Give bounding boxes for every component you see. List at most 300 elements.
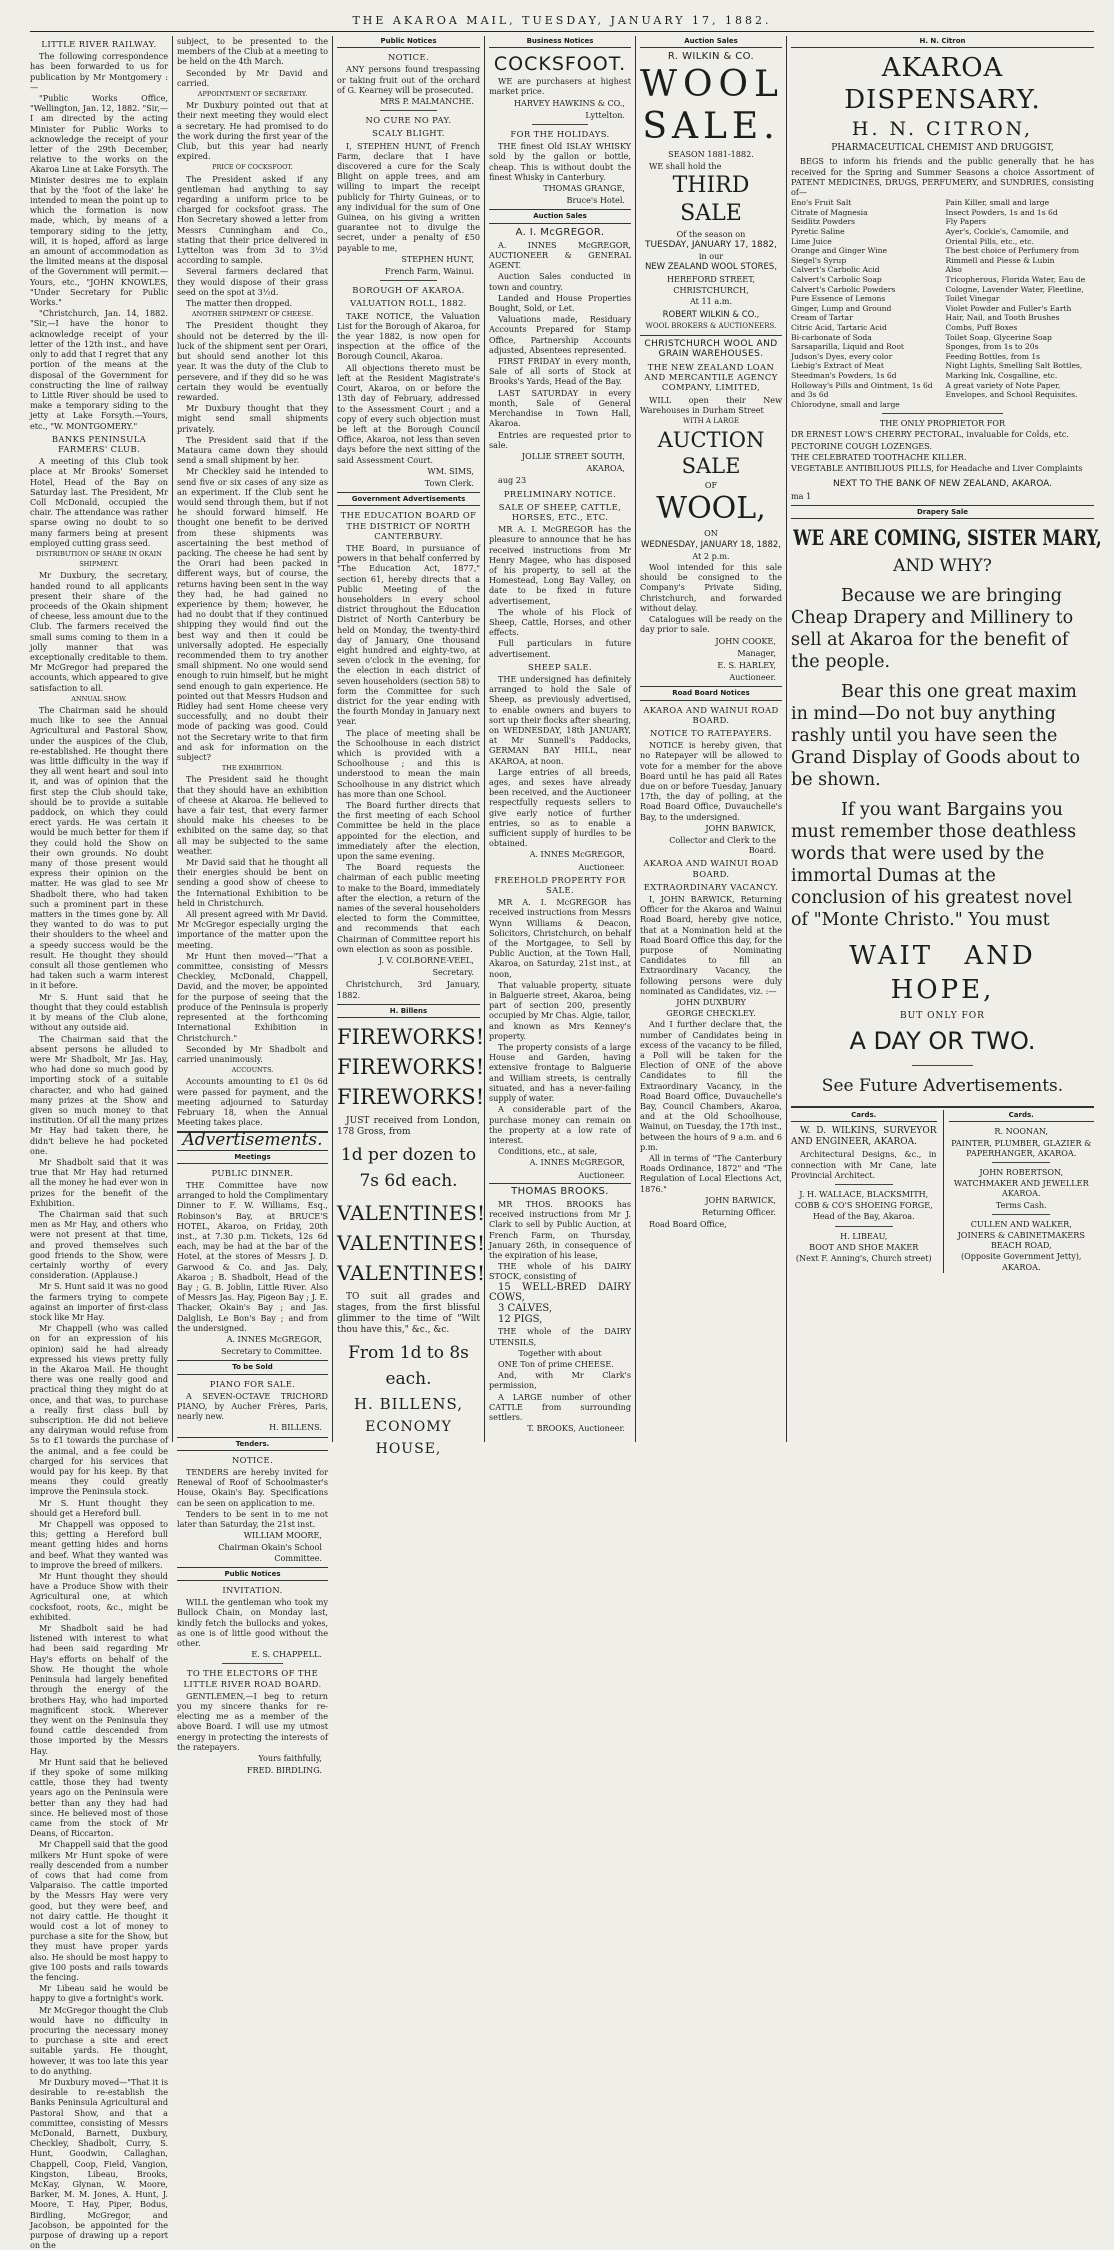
ad-title: AKAROA AND WAINUI ROAD BOARD.	[643, 704, 779, 725]
section-label: H. Billens	[337, 1004, 480, 1018]
cocksfoot-headline: COCKSFOOT.	[493, 53, 627, 76]
ad-signature: HARVEY HAWKINS & CO.,	[514, 97, 625, 108]
section-label: To be Sold	[177, 1360, 328, 1374]
ad-text: NEW ZEALAND WOOL STORES,	[644, 262, 778, 273]
wool-headline: WOOL	[640, 64, 784, 106]
ad-title: NOTICE.	[231, 1454, 274, 1465]
product-item: Orange and Ginger Wine	[791, 246, 888, 256]
ad-signature: Auctioneer.	[729, 672, 776, 683]
product-item: Seidlitz Powders	[791, 217, 856, 227]
ad-text: A LARGE number of other CATTLE from surrounding settlers.	[489, 1391, 631, 1422]
product-item: Ginger, Lump and Ground	[791, 303, 892, 313]
ad-text: A SEVEN-OCTAVE TRICHORD PIANO, by Aucher Frères, Paris, nearly new.	[177, 1390, 328, 1422]
paragraph: A meeting of this Club took place at Mr Brooks' Somerset Hotel, Head of the Bay on Saturday last. The President, Mr Coll McDonald, occupied the chair. The attendance was rather sparse owing no doubt to so many farmers being at present employed cutting grass seed.	[30, 456, 168, 548]
card-text: (Opposite Government Jetty), AKAROA.	[960, 1251, 1082, 1272]
card-text: JOHN ROBERTSON,	[979, 1166, 1064, 1177]
column-header: Cards.	[791, 1110, 937, 1122]
product-item: Sarsaparilla, Liquid and Root	[791, 342, 904, 352]
card-text: BOOT AND SHOE MAKER	[809, 1241, 919, 1252]
paragraph: Seconded by Mr Shadbolt and carried unanimously.	[177, 1043, 328, 1064]
product-item: Cream of Tartar	[791, 313, 853, 323]
paragraph: The Chairman said that such men as Mr Hay, and others who were not present at that time, and proved themselves such good friends to the Show, were certainly worthy of every consideration. (Applause.)	[30, 1208, 168, 1281]
product-item: Ayer's, Cockle's, Camomile, and Oriental Pills, etc., etc.	[945, 227, 1069, 246]
ad-title: EXTRAORDINARY VACANCY.	[643, 881, 779, 892]
ad-title: THOMAS BROOKS.	[489, 1183, 631, 1197]
section-label: Tenders.	[177, 1437, 328, 1451]
ad-signature: ROBERT WILKIN & CO.,	[662, 310, 760, 321]
separator	[835, 1226, 893, 1227]
column-rule	[332, 36, 333, 1442]
ad-signature: JOHN BARWICK,	[705, 822, 776, 833]
ad-text: BUT ONLY FOR	[900, 1010, 985, 1021]
paragraph: subject, to be presented to the members of the Club at a meeting to be held on the 4th March.	[177, 36, 328, 67]
product-item: Calvert's Carbolic Powders	[791, 284, 896, 294]
column-3	[337, 36, 485, 1458]
paragraph: Mr S. Hunt said it was no good the farmers trying to compete against an importer of first-class stock like Mr Hay.	[30, 1281, 168, 1322]
ad-text: NOTICE is hereby given, that no Ratepayer will be allowed to vote for a member for the above Board until he has paid all Rates due on or before Tuesday, January 17th, the day of polling, at the Road Board Office, Duvauchelle's Bay, to the undersigned.	[640, 740, 782, 822]
ad-text: BEGS to inform his friends and the public generally that he has received for the Spring and Summer Seasons a choice Assortment of PATENT MEDICINES, DRUGS, PERFUMERY, and SUNDRIES, consisting of—	[791, 156, 1094, 198]
ad-title: SCALY BLIGHT.	[372, 128, 445, 139]
subheading: DISTRIBUTION OF SHARE IN OKAIN SHIPMENT.	[36, 549, 162, 569]
ad-text: Landed and House Properties Bought, Sold, or Let.	[489, 292, 631, 314]
ad-text: And, with Mr Clark's permission,	[489, 1370, 631, 1391]
product-item: Siegel's Syrup	[791, 255, 847, 265]
ad-title: THE EDUCATION BOARD OF THE DISTRICT OF NORTH CANTERBURY.	[340, 510, 477, 541]
ad-text: WE shall hold the	[649, 160, 722, 171]
paragraph: The matter then dropped.	[186, 298, 293, 309]
card-text: WATCHMAKER AND JEWELLER AKAROA.	[953, 1178, 1089, 1199]
paragraph: Mr Duxbury pointed out that at their next meeting they would elect a secretary. He had promised to do the work during the first year of the Club, but this year had nearly expired.	[177, 100, 328, 162]
ad-text: TAKE NOTICE, the Valuation List for the Borough of Akaroa, for the year 1882, is now open for inspection at the office of the Borough Council, Akaroa.	[337, 310, 480, 362]
ad-title: INVITATION.	[222, 1585, 283, 1596]
paragraph: Mr Checkley said he intended to send five or six cases of any size as an experiment. If the Club sent he would send through them, but if not he should forward himself. He thought one benefit to be derived from these shipments was ascertaining the best method of packing. The cheese he had sent by the Orari had been packed in different ways, but of course, the returns having been sent in the way they had, he had gained no experience by them; however, he had no doubt that if they continued shipping they would find out the best way and then it could be universally adopted. He especially recommended them to try another small shipment. No one would send enough to ruin himself, but he might send enough to gain experience. He pointed out that Messrs Hudson and Ridley had sent Home cheese very successfully, and no doubt their mode of packing was good. Could not the Secretary write to that firm and ask for information on the subject?	[177, 466, 328, 763]
ad-text: Conditions, etc., at sale,	[498, 1146, 598, 1157]
ad-text: The place of meeting shall be the Schoolhouse in each district which is provided with a Schoolhouse ; and this is understood to mean the main Schoolhouse in any district which has more than one School.	[337, 727, 480, 799]
ad-signature: JOLLIE STREET SOUTH,	[521, 450, 625, 461]
ad-signature: French Farm, Wainui.	[384, 266, 474, 277]
separator	[532, 124, 589, 125]
paragraph: Mr Chappell said that the good milkers Mr Hunt spoke of were really descended from a number of cows that had come from Valparaiso. The cattle imported by the Messrs Hay were very good, but they were beef, and not dairy cattle. He thought it would cost a lot of money to purchase a site for the Show, but they must have proper yards also. He should be most happy to give 100 posts and rails towards the fencing.	[30, 1839, 168, 1982]
separator	[380, 110, 437, 111]
paragraph: Mr Duxbury moved—"That it is desirable to re-establish the Banks Peninsula Agricultural and Pastoral Show, and that a committee, consisting of Messrs McDonald, Barnett, Duxbury, Checkley, Shadbolt, Curry, S. Hunt, Goodwin, Callaghan, Chappell, Coop, Field, Vangion, Kingston, Libeau, Brooks, McKay, Glynan, W. Moore, Barker, M. M. Jones, A. Hunt, J. Moore, T. Hay, Piper, Bodus, Birdling, McGregor, and Jacobson, be appointed for the purpose of drawing up a report on the	[30, 2077, 168, 2250]
fireworks-headline: FIREWORKS!	[337, 1085, 485, 1110]
ad-signature: A. INNES McGREGOR,	[529, 849, 625, 860]
ad-text: GEORGE CHECKLEY.	[666, 1008, 756, 1019]
ad-title: NO CURE NO PAY.	[365, 115, 452, 126]
ad-signature: E. S. HARLEY,	[717, 659, 776, 670]
paragraph: Mr Hunt then moved—"That a committee, consisting of Messrs Checkley, McDonald, Chappell, David, and the mover, be appointed for the purpose of seeing that the produce of the Peninsula is properly represented at the forthcoming International Exhibition in Christchurch."	[177, 950, 328, 1043]
wait-and-hope-headline: WAIT AND HOPE,	[849, 940, 1036, 1005]
sale-headline: SALE.	[642, 106, 780, 148]
ad-text: CHRISTCHURCH,	[673, 284, 749, 295]
subheading: ACCOUNTS.	[231, 1066, 274, 1075]
subheading: ANNUAL SHOW.	[71, 694, 127, 703]
column-2	[177, 36, 328, 1776]
paragraph: Mr Chappell (who was called on for an expression of his opinion) said he had already expressed his views pretty fully in the Akaroa Mail. He thought there was one really good and practical thing they might do at once, and that was, to purchase a really first class bull by subscription. He did not believe any dairyman would refuse from 5s to £1 towards the purchase of the animal, and a fee could be charged for his services that would pay for his keep. By that means they could greatly improve the Peninsula stock.	[30, 1323, 168, 1497]
ad-footer: See Future Advertisements.	[821, 1076, 1064, 1097]
proprietor-name: H. N. CITRON,	[851, 118, 1034, 141]
section-label: Public Notices	[177, 1567, 328, 1581]
ad-text: MR THOS. BROOKS has received instructions from Mr J. Clark to sell by Public Auction, at French Farm, on Thursday, January 26th, in consequence of the expiration of his lease,	[489, 1198, 631, 1260]
ad-text: JOHN DUXBURY	[676, 997, 746, 1007]
paragraph: Mr Duxbury thought that they might send small shipments privately.	[177, 403, 328, 434]
advertisements-heading: Advertisements.	[177, 1131, 328, 1145]
card-text: H. LIBEAU,	[840, 1230, 888, 1241]
column-6	[791, 36, 1102, 1442]
product-item: Pure Essence of Lemons	[791, 294, 886, 304]
ad-title: CHRISTCHURCH WOOL AND GRAIN WAREHOUSES.	[640, 335, 782, 359]
ad-text: WITH A LARGE	[683, 417, 739, 426]
card-text: PAINTER, PLUMBER, GLAZIER & PAPERHANGER, AKAROA.	[951, 1137, 1092, 1158]
paragraph: Mr David said that he thought all their energies should be bent on sending a good show of cheese to the International Exhibition to be held in Christchurch.	[177, 857, 328, 908]
cards-right	[943, 1110, 1095, 1273]
section-label: Auction Sales	[489, 209, 631, 223]
ad-title: R. WILKIN & CO.	[667, 51, 755, 63]
product-item: Also	[945, 265, 962, 275]
paragraph: The Chairman said that the absent persons he alluded to were Mr Shadbolt, Mr Jas. Hay, who had done so much good by importing stock of a suitable character, and who had gained many prizes at the Show and given so much money to that institution. Of all the many prizes Mr Hay had taken there, he didn't believe he had pocketed one.	[30, 1033, 168, 1156]
card-text: Architectural Designs, &c., in connection with Mr Cane, late Provincial Architect.	[791, 1149, 937, 1180]
ad-signature: JOHN BARWICK,	[705, 1194, 776, 1205]
ad-text: Together with about	[518, 1347, 602, 1358]
ad-text: 3 CALVES,	[498, 1302, 553, 1314]
product-item: Feeding Bottles, from 1s	[945, 351, 1041, 361]
ad-text: JUST received from London, 178 Gross, from	[337, 1116, 480, 1138]
ad-text: PECTORINE COUGH LOZENGES.	[791, 440, 933, 451]
product-item: Hair, Nail, and Tooth Brushes	[945, 313, 1060, 323]
ad-text: WILL open their New Warehouses in Durham Street	[640, 394, 782, 415]
valentines-headline: VALENTINES!	[337, 1231, 485, 1256]
ad-text: The Board requests the chairman of each public meeting to make to the Board, immediately after the election, a return of the names of the several householders elected to form the Committee, and recommends that each Chairman of Committee report his own election as soon as possible.	[337, 862, 480, 954]
ad-title: SALE OF SHEEP, CATTLE, HORSES, ETC., ETC.	[498, 501, 622, 522]
ad-signature: Auctioneer.	[578, 1169, 625, 1180]
product-list-left	[791, 198, 940, 409]
column-header: Auction Sales	[640, 36, 782, 48]
drapery-subheadline: AND WHY?	[893, 555, 992, 576]
product-item: Judson's Dyes, every color	[791, 351, 893, 361]
ad-signature: JOHN COOKE,	[715, 635, 776, 646]
ad-body: Because we are bringing Cheap Drapery and Millinery to sell at Akaroa for the benefit of the people.	[791, 585, 1074, 672]
paragraph: Mr Shadbolt said that it was true that Mr Hay had returned all the money he had ever won in prizes for the benefit of the Exhibition.	[30, 1156, 168, 1208]
ad-text: At 2 p.m.	[692, 550, 730, 561]
ad-text: ANY persons found trespassing or taking fruit out of the orchard of G. Kearney will be prosecuted.	[337, 64, 480, 95]
product-item: Fly Papers	[945, 217, 987, 227]
subheading: THE EXHIBITION.	[221, 764, 284, 773]
ad-text: I, STEPHEN HUNT, of French Farm, declare that I have discovered a cure for the Scaly Blight on apple trees, and am willing to impart the receipt publicly for Thirty Guineas, or to any individual for the sum of One Guinea, on his giving a written guarantee not to divulge the secret, under a penalty of £50 payable to me,	[337, 140, 480, 253]
third-sale-headline: THIRD SALE	[672, 172, 750, 226]
ad-text: ma 1	[791, 490, 812, 501]
ad-text: And I further declare that, the number of Candidates being in excess of the vacancy to be filled, a Poll will be taken for the Election of ONE of the above Candidates to fill the Extraordinary Vacancy, in the Road Board Office, Duvauchelle's Bay, Council Chambers, Akaroa, and at the Old Schoolhouse, Wainui, on Tuesday, the 17th inst., between the hours of 9 a.m. and 6 p.m.	[640, 1019, 782, 1152]
price-line: each.	[385, 1369, 432, 1390]
card-text: COBB & CO'S SHOEING FORGE,	[794, 1200, 933, 1211]
ad-signature: Collector and Clerk to the Board.	[669, 834, 776, 856]
ad-text: THE Committee have now arranged to hold the Complimentary Dinner to F. W. Williams, Esq., Robinson's Bay, at BRUCE'S HOTEL, Akaroa, on Friday, 20th inst., at 7.30 p.m. Tickets, 12s 6d each, may be had at the bar of the Hotel, at the stores of Messrs J. D. Garwood & Co. and Jas. Daly, Akaroa ; B. Shadbolt, Head of the Bay ; G. B. Joblin, Little River. Also of Messrs Jas. Hay, Pigeon Bay ; J. E. Thacker, Okain's Bay ; and Jas. Dalglish, Le Bon's Bay ; and from the undersigned.	[177, 1179, 328, 1333]
separator	[992, 1214, 1050, 1215]
ad-signature: FRED. BIRDLING.	[246, 1765, 322, 1776]
ad-body: If you want Bargains you must remember those deathless words that were used by the immortal Dumas at the conclusion of his greatest novel of "Monte Christo." You must	[791, 799, 1077, 930]
column-1	[30, 36, 168, 2250]
ad-text: MR A. I. McGREGOR has received instructions from Messrs Wynn Williams & Deacon, Solicitors, Christchurch, on behalf of the Mortgagee, to Sell by Public Auction, at the Town Hall, Akaroa, on Saturday, 21st inst., at noon,	[489, 897, 631, 979]
day-or-two-headline: A DAY OR TWO.	[849, 1027, 1036, 1056]
paragraph: Accounts amounting to £1 0s 6d were passed for payment, and the meeting adjourned to Saturday February 18, when the Annual Meeting takes place.	[177, 1076, 328, 1128]
product-list	[791, 198, 1094, 409]
ad-signature: A. INNES McGREGOR,	[529, 1157, 625, 1168]
ad-text: Catalogues will be ready on the day prior to sale.	[640, 614, 782, 635]
ad-text: MR A. I. McGREGOR has the pleasure to announce that he has received instructions from Mr Henry Magee, who has disposed of his property, to sell at the Homestead, Long Bay Valley, on date to be fixed in future advertisement,	[489, 524, 631, 606]
ad-signature: A. INNES McGREGOR,	[226, 1333, 322, 1344]
valentines-headline: VALENTINES!	[337, 1261, 485, 1286]
ad-signature: Returning Officer.	[702, 1207, 776, 1218]
product-item: Combs, Puff Boxes	[945, 322, 1018, 332]
separator	[380, 280, 437, 281]
ad-text: THE whole of the DAIRY UTENSILS,	[489, 1326, 631, 1347]
ad-text: The whole of his Flock of Sheep, Cattle, Horses, and other effects.	[489, 606, 631, 638]
paragraph: The President thought they should not be deterred by the ill-luck of the shipment sent per Orari, but should send another lot this year. It was the duty of the Club to persevere, and if they did so he was certain they would be eventually rewarded.	[177, 320, 328, 402]
separator	[222, 1663, 282, 1664]
product-item: Night Lights, Smelling Salt Bottles, Marking Ink, Cosgalline, etc.	[945, 361, 1083, 380]
ad-signature: Manager,	[737, 647, 776, 658]
ad-text: Wool intended for this sale should be consigned to the Company's Private Siding, Christchurch, and forwarded without delay.	[640, 562, 782, 613]
paragraph: Mr Chappell was opposed to this; getting a Hereford bull meant getting hides and horns and beef. What they wanted was to improve the breed of milkers.	[30, 1519, 168, 1570]
product-item: Liebig's Extract of Meat	[791, 361, 884, 371]
price-line: 7s 6d each.	[359, 1171, 458, 1192]
ad-text: That valuable property, situate in Balguerie street, Akaroa, being part of section 200, presently occupied by Mr Chas. Algie, tailor, and known as Mrs Kenney's property.	[489, 979, 631, 1041]
paragraph: Mr McGregor thought the Club would have no difficulty in procuring the necessary money to purchase a site and erect suitable yards. He thought, however, it was too late this year to do anything.	[30, 2004, 168, 2076]
card-text: (Next F. Anning's, Church street)	[795, 1252, 932, 1263]
paragraph: Mr S. Hunt said that he thought that they could establish it by means of the Club alone, without any outside aid.	[30, 991, 168, 1033]
ad-text: VEGETABLE ANTIBILIOUS PILLS, for Headache and Liver Complaints	[791, 463, 1083, 474]
ad-text: TO suit all grades and stages, from the first blissful glimmer to the time of "Wilt thou have this," &c., &c.	[337, 1292, 480, 1336]
column-header: Business Notices	[489, 36, 631, 48]
ad-signature: WOOL BROKERS & AUCTIONEERS.	[645, 322, 777, 331]
fireworks-headline: FIREWORKS!	[337, 1025, 485, 1050]
product-item: Calvert's Carbolic Acid	[791, 265, 880, 275]
ad-title: FOR THE HOLIDAYS.	[510, 129, 610, 140]
separator	[992, 1162, 1050, 1163]
paragraph: The President said he thought that they should have an exhibition of cheese at Akaroa. He believed to have a fair test, that every farmer should make his cheeses to be exhibited on the same day, so that all may be subjected to the same weather.	[177, 774, 328, 856]
ad-text: Large entries of all breeds, ages, and sexes have already been received, and the Auctioneer respectfully requests sellers to give early notice of further entries, so as to enable a sufficient supply of hurdles to be obtained.	[489, 766, 631, 849]
ad-text: All in terms of "The Canterbury Roads Ordinance, 1872" and "The Regulation of Local Elections Act, 1876."	[640, 1153, 782, 1194]
price-line: From 1d to 8s	[348, 1343, 469, 1364]
column-rule	[786, 36, 787, 1442]
ad-text: SEASON 1881-1882.	[668, 149, 754, 160]
ad-text: ONE Ton of prime CHEESE.	[498, 1358, 614, 1369]
ad-title: PUBLIC DINNER.	[211, 1167, 294, 1178]
ad-signature: H. BILLENS,	[353, 1395, 464, 1414]
ad-text: Valuations made, Residuary Accounts Prepared for Stamp Office, Partnership Accounts adjusted, Absentees represented.	[489, 314, 631, 355]
ad-text: 12 PIGS,	[498, 1314, 543, 1326]
column-rule	[635, 36, 636, 1442]
section-label: Government Advertisements	[337, 492, 480, 506]
paragraph: Mr Duxbury, the secretary, handed round to all applicants present their share of the proceeds of the Okain shipment of cheese, less amount due to the Club. The farmers received the small sums coming to them in a jolly manner that was exceptionally creditable to them. Mr McGregor had prepared the accounts, which appeared to give satisfaction to all.	[30, 570, 168, 693]
ad-signature: Yours faithfully,	[258, 1753, 322, 1764]
section-label: Meetings	[177, 1150, 328, 1164]
ad-text: I, JOHN BARWICK, Returning Officer for the Akaroa and Wainui Road Board, hereby give notice, that at a Nomination held at the Road Board Office this day, for the purpose of Nominating Candidates to fill an Extraordinary Vacancy, the following persons were duly nominated as Candidates, viz. :—	[640, 893, 782, 996]
ad-text: THE CELEBRATED TOOTHACHE KILLER.	[791, 451, 967, 462]
product-item: Tricopherous, Florida Water, Eau de Cologne, Lavender Water, Fleetline, Toilet Vinegar	[945, 274, 1086, 304]
paragraph: Seconded by Mr David and carried.	[177, 67, 328, 88]
subheading: ANOTHER SHIPMENT OF CHEESE.	[191, 310, 314, 319]
paragraph: The Chairman said he should much like to see the Annual Agricultural and Pastoral Show, under the auspices of the Club, re-established. He thought there was little difficulty in the way if they all went heart and soul into it, and was of opinion that the first step the Club should take, should be to provide a suitable paddock, on which they could erect yards. He was certain it would be much better for them if they could hold the Show on their own grounds. No doubt many of those present would express their opinion on the matter. He was glad to see Mr Shadbolt there, who had taken such a prominent part in these matters in the times gone by. All they wanted to do was to put their shoulders to the wheel and a speedy success would be the result. He thought they should consult all those gentlemen who had taken such a warm interest in it before.	[30, 705, 168, 991]
paragraph: "Christchurch, Jan. 14, 1882. "Sir,—I have the honor to acknowledge receipt of your letter of the 12th inst., and have only to add that I regret that any portion of the means at the disposal of the Government for constructing the line of railway to Little River should be used to make a temporary siding to the jetty at Lake Forsyth.—Yours, etc., "W. MONTGOMERY."	[30, 308, 168, 431]
price-line: 1d per dozen to	[340, 1145, 477, 1166]
ad-signature: ECONOMY HOUSE,	[365, 1419, 452, 1458]
ad-title: A. I. McGREGOR.	[515, 226, 605, 238]
ad-signature: Secretary.	[432, 967, 474, 978]
ad-title: AKAROA AND WAINUI ROAD BOARD.	[643, 858, 779, 879]
separator	[835, 1184, 893, 1185]
ad-signature: MRS P. MALMANCHE.	[380, 96, 474, 107]
column-header: Public Notices	[337, 36, 480, 48]
subheading: APPOINTMENT OF SECRETARY.	[197, 90, 308, 99]
ad-title: PIANO FOR SALE.	[209, 1378, 296, 1389]
product-item: Violet Powder and Fuller's Earth	[945, 303, 1072, 313]
product-item: Citrate of Magnesia	[791, 207, 868, 217]
ad-text: LAST SATURDAY in every month, Sale of General Merchandise in Town Hall, Akaroa.	[489, 387, 631, 429]
ad-signature: WILLIAM MOORE,	[243, 1530, 322, 1541]
product-item: Pyretic Saline	[791, 227, 845, 236]
ad-signature: Secretary to Committee.	[221, 1346, 322, 1357]
ad-text: in our	[698, 251, 724, 262]
ad-title: NOTICE.	[387, 52, 430, 63]
paragraph: Mr Shadbolt said he had listened with interest to what had been said regarding Mr Hay's efforts on behalf of the Show. He thought the whole Peninsula had largely benefited through the energy of the brothers Hay, who had imported magnificent stock. Wherever they went on the Peninsula they found cattle descended from those imported by the Messrs Hay.	[30, 1623, 168, 1756]
drapery-headline: WE ARE COMING, SISTER MARY,	[793, 524, 1102, 550]
ad-text: NEXT TO THE BANK OF NEW ZEALAND, AKAROA.	[832, 479, 1053, 490]
section-label: Drapery Sale	[791, 505, 1094, 519]
ad-signature: T. BROOKS, Auctioneer.	[527, 1423, 625, 1434]
ad-text: TUESDAY, JANUARY 17, 1882,	[644, 240, 778, 251]
paragraph: Mr Libeau said he would be happy to give a fortnight's work.	[30, 1983, 168, 2004]
ad-signature: WM. SIMS,	[427, 465, 474, 476]
product-item: Chlorodyne, small and large	[791, 399, 900, 409]
ad-text: aug 23	[498, 475, 527, 486]
ad-title: SHEEP SALE.	[527, 661, 593, 672]
product-item: A great variety of Note Paper, Envelopes, and School Requisites.	[945, 380, 1078, 400]
ad-text: A considerable part of the purchase money can remain on the property at a low rate of interest.	[489, 1104, 631, 1145]
ad-text: The property consists of a large House and Garden, having extensive frontage to Balguerie and William streets, is centrally situated, and has a never-failing supply of water.	[489, 1042, 631, 1104]
ad-text: Entries are requested prior to sale.	[489, 429, 631, 450]
dispensary-headline: AKAROA DISPENSARY.	[844, 53, 1041, 116]
ad-text: GENTLEMEN,—I beg to return you my sincere thanks for re-electing me as a member of the above Board. I will use my utmost energy in protecting the interests of the ratepayers.	[177, 1690, 328, 1752]
fireworks-headline: FIREWORKS!	[337, 1055, 485, 1080]
paragraph: Mr Hunt said that he believed if they spoke of some milking cattle, those they had twenty years ago on the Peninsula were better than any they had had since. He believed most of those came from the stock of Mr Deans, of Riccarton.	[30, 1756, 168, 1839]
ad-text: FIRST FRIDAY in every month, Sale of all sorts of Stock at Brooks's Yards, Head of the Bay.	[489, 356, 631, 387]
ad-signature: Auctioneer.	[578, 861, 625, 872]
ad-text: WEDNESDAY, JANUARY 18, 1882,	[641, 539, 781, 550]
masthead-rule	[30, 31, 1094, 32]
ad-signature: STEPHEN HUNT,	[401, 253, 474, 264]
product-item: The best choice of Perfumery from Rimmell and Piesse & Lubin	[945, 246, 1080, 265]
product-item: Steedman's Powders, 1s 6d	[791, 370, 897, 380]
ad-title: NOTICE TO RATEPAYERS.	[649, 727, 772, 738]
ad-subtitle: PHARMACEUTICAL CHEMIST AND DRUGGIST,	[831, 143, 1054, 154]
card-text: Terms Cash.	[995, 1199, 1047, 1210]
ad-text: The Board further directs that the first meeting of each School Committee be held in the place appointed for the election, and immediately after the election, upon the same evening.	[337, 800, 480, 862]
ad-text: At 11 a.m.	[689, 296, 733, 307]
paragraph: The President said that if the Mataura came down they should send a small shipment by her.	[177, 434, 328, 466]
card-text: Head of the Bay, Akaroa.	[812, 1211, 915, 1222]
ad-text: WILL the gentleman who took my Bullock Chain, on Monday last, kindly fetch the bullocks and yokes, as one is of little good without the other.	[177, 1597, 328, 1649]
article-title: LITTLE RIVER RAILWAY.	[41, 39, 157, 49]
paragraph: All present agreed with Mr David. Mr McGregor especially urging the importance of the matter upon the meeting.	[177, 909, 328, 950]
paragraph: Mr S. Hunt thought they should get a Hereford bull.	[30, 1497, 168, 1518]
ad-signature: Lyttelton.	[585, 109, 625, 120]
column-header: H. N. Citron	[791, 36, 1094, 48]
card-text: CULLEN AND WALKER,	[970, 1218, 1072, 1229]
product-item: Eno's Fruit Salt	[791, 198, 852, 208]
card-text: W. D. WILKINS, SURVEYOR AND ENGINEER, AKAROA.	[791, 1126, 937, 1148]
ad-title: FREEHOLD PROPERTY FOR SALE.	[494, 874, 626, 896]
separator	[912, 1065, 973, 1066]
card-text: R. NOONAN,	[994, 1126, 1049, 1137]
ad-body: Bear this one great maxim in mind—Do not buy anything rashly until you have seen the Grand Display of Goods about to be shown.	[791, 681, 1081, 790]
product-item: Pain Killer, small and large	[945, 198, 1050, 208]
ad-signature: H. BILLENS.	[269, 1422, 322, 1433]
product-item: Calvert's Carbolic Soap	[791, 274, 882, 284]
column-5	[640, 36, 782, 1442]
ad-signature: J. V. COLBORNE-VEEL,	[378, 955, 474, 966]
ad-text: 15 WELL-BRED DAIRY COWS,	[489, 1281, 631, 1303]
ad-text: WE are purchasers at highest market price.	[489, 76, 631, 97]
column-header: Cards.	[949, 1110, 1095, 1122]
ad-text: Christchurch, 3rd January, 1882.	[337, 979, 480, 1000]
cards-section	[791, 1106, 1094, 1273]
product-item: Toilet Soap, Glycerine Soap	[945, 332, 1052, 342]
ad-text: THE ONLY PROPRIETOR FOR	[879, 418, 1006, 429]
ad-text: All objections thereto must be left at the Resident Magistrate's Court, Akaroa, on or before the 13th day of February, addressed to the Assessment Court ; and a copy of every such objection must be left at the Borough Council Office, Akaroa, not less than seven days before the next sitting of the said Assessment Court.	[337, 362, 480, 465]
ad-text: THE undersigned has definitely arranged to hold the Sale of Sheep, as previously advertised, to enable owners and buyers to sort up their flocks after shearing, on WEDNESDAY, 18th JANUARY, at Mr Sunnell's Paddocks, GERMAN BAY HILL, near AKAROA, at noon.	[489, 673, 631, 766]
ad-text: THE whole of his DAIRY STOCK, consisting of	[489, 1261, 631, 1282]
separator	[882, 413, 1003, 414]
ad-text: Auction Sales conducted in town and country.	[489, 271, 631, 292]
product-item: Holloway's Pills and Ointment, 1s 6d and 3s 6d	[791, 380, 933, 400]
ad-text: Road Board Office,	[649, 1219, 727, 1230]
subheading: PRICE OF COCKSFOOT.	[212, 163, 293, 172]
product-item: Insect Powders, 1s and 1s 6d	[945, 207, 1058, 217]
ad-title: VALUATION ROLL, 1882.	[350, 298, 467, 309]
ad-signature: THOMAS GRANGE,	[543, 183, 625, 194]
ad-title: BOROUGH OF AKAROA.	[352, 285, 465, 296]
ad-text: A. INNES McGREGOR, AUCTIONEER & GENERAL AGENT.	[489, 239, 631, 271]
auction-sale-headline: AUCTION SALE	[657, 428, 765, 479]
ad-text: OF	[704, 480, 718, 491]
ad-title: PRELIMINARY NOTICE.	[503, 488, 617, 499]
cards-left	[791, 1110, 937, 1273]
product-item: Citric Acid, Tartaric Acid	[791, 322, 887, 332]
wool-headline: WOOL,	[656, 491, 766, 527]
paragraph: Several farmers declared that they would dispose of their grass seed on the spot at 3½d.	[177, 266, 328, 297]
card-text: J. H. WALLACE, BLACKSMITH,	[799, 1188, 929, 1199]
ad-text: HEREFORD STREET,	[666, 273, 755, 284]
ad-title: TO THE ELECTORS OF THE LITTLE RIVER ROAD BOARD.	[183, 1668, 322, 1689]
ad-text: THE finest Old ISLAY WHISKY sold by the gallon or bottle, cheap. This is without doubt the finest Whisky in Canterbury.	[489, 141, 631, 182]
product-list-right	[946, 198, 1095, 409]
card-text: JOINERS & CABINETMAKERS BEACH ROAD,	[957, 1229, 1085, 1251]
ad-text: DR ERNEST LOW'S CHERRY PECTORAL, invaluable for Colds, etc.	[791, 429, 1069, 440]
ad-text: ON	[704, 528, 718, 539]
ad-text: TENDERS are hereby invited for Renewal of Roof of Schoolmaster's House, Okain's Bay. Specifications can be seen on application to me.	[177, 1467, 328, 1508]
section-label: Road Board Notices	[640, 686, 782, 700]
column-rule	[172, 36, 173, 1442]
product-item: Sponges, from 1s to 20s	[945, 342, 1039, 352]
paragraph: The President asked if any gentleman had anything to say regarding a uniform price to be charged for cocksfoot grass. The Hon Secretary showed a letter from Messrs Cunningham and Co., stating that their price delivered in Lyttelton was from 3d to 3½d according to sample.	[177, 173, 328, 266]
ad-text: Tenders to be sent in to me not later than Saturday, the 21st inst.	[177, 1508, 328, 1530]
ad-title: THE NEW ZEALAND LOAN AND MERCANTILE AGENCY COMPANY, LIMITED,	[644, 362, 778, 393]
ad-signature: AKAROA,	[586, 463, 625, 474]
masthead: THE AKAROA MAIL, TUESDAY, JANUARY 17, 1882.	[352, 14, 772, 27]
article-title: BANKS PENINSULA FARMERS' CLUB.	[51, 433, 147, 454]
ad-signature: Town Clerk.	[424, 477, 474, 488]
valentines-headline: VALENTINES!	[337, 1201, 485, 1226]
